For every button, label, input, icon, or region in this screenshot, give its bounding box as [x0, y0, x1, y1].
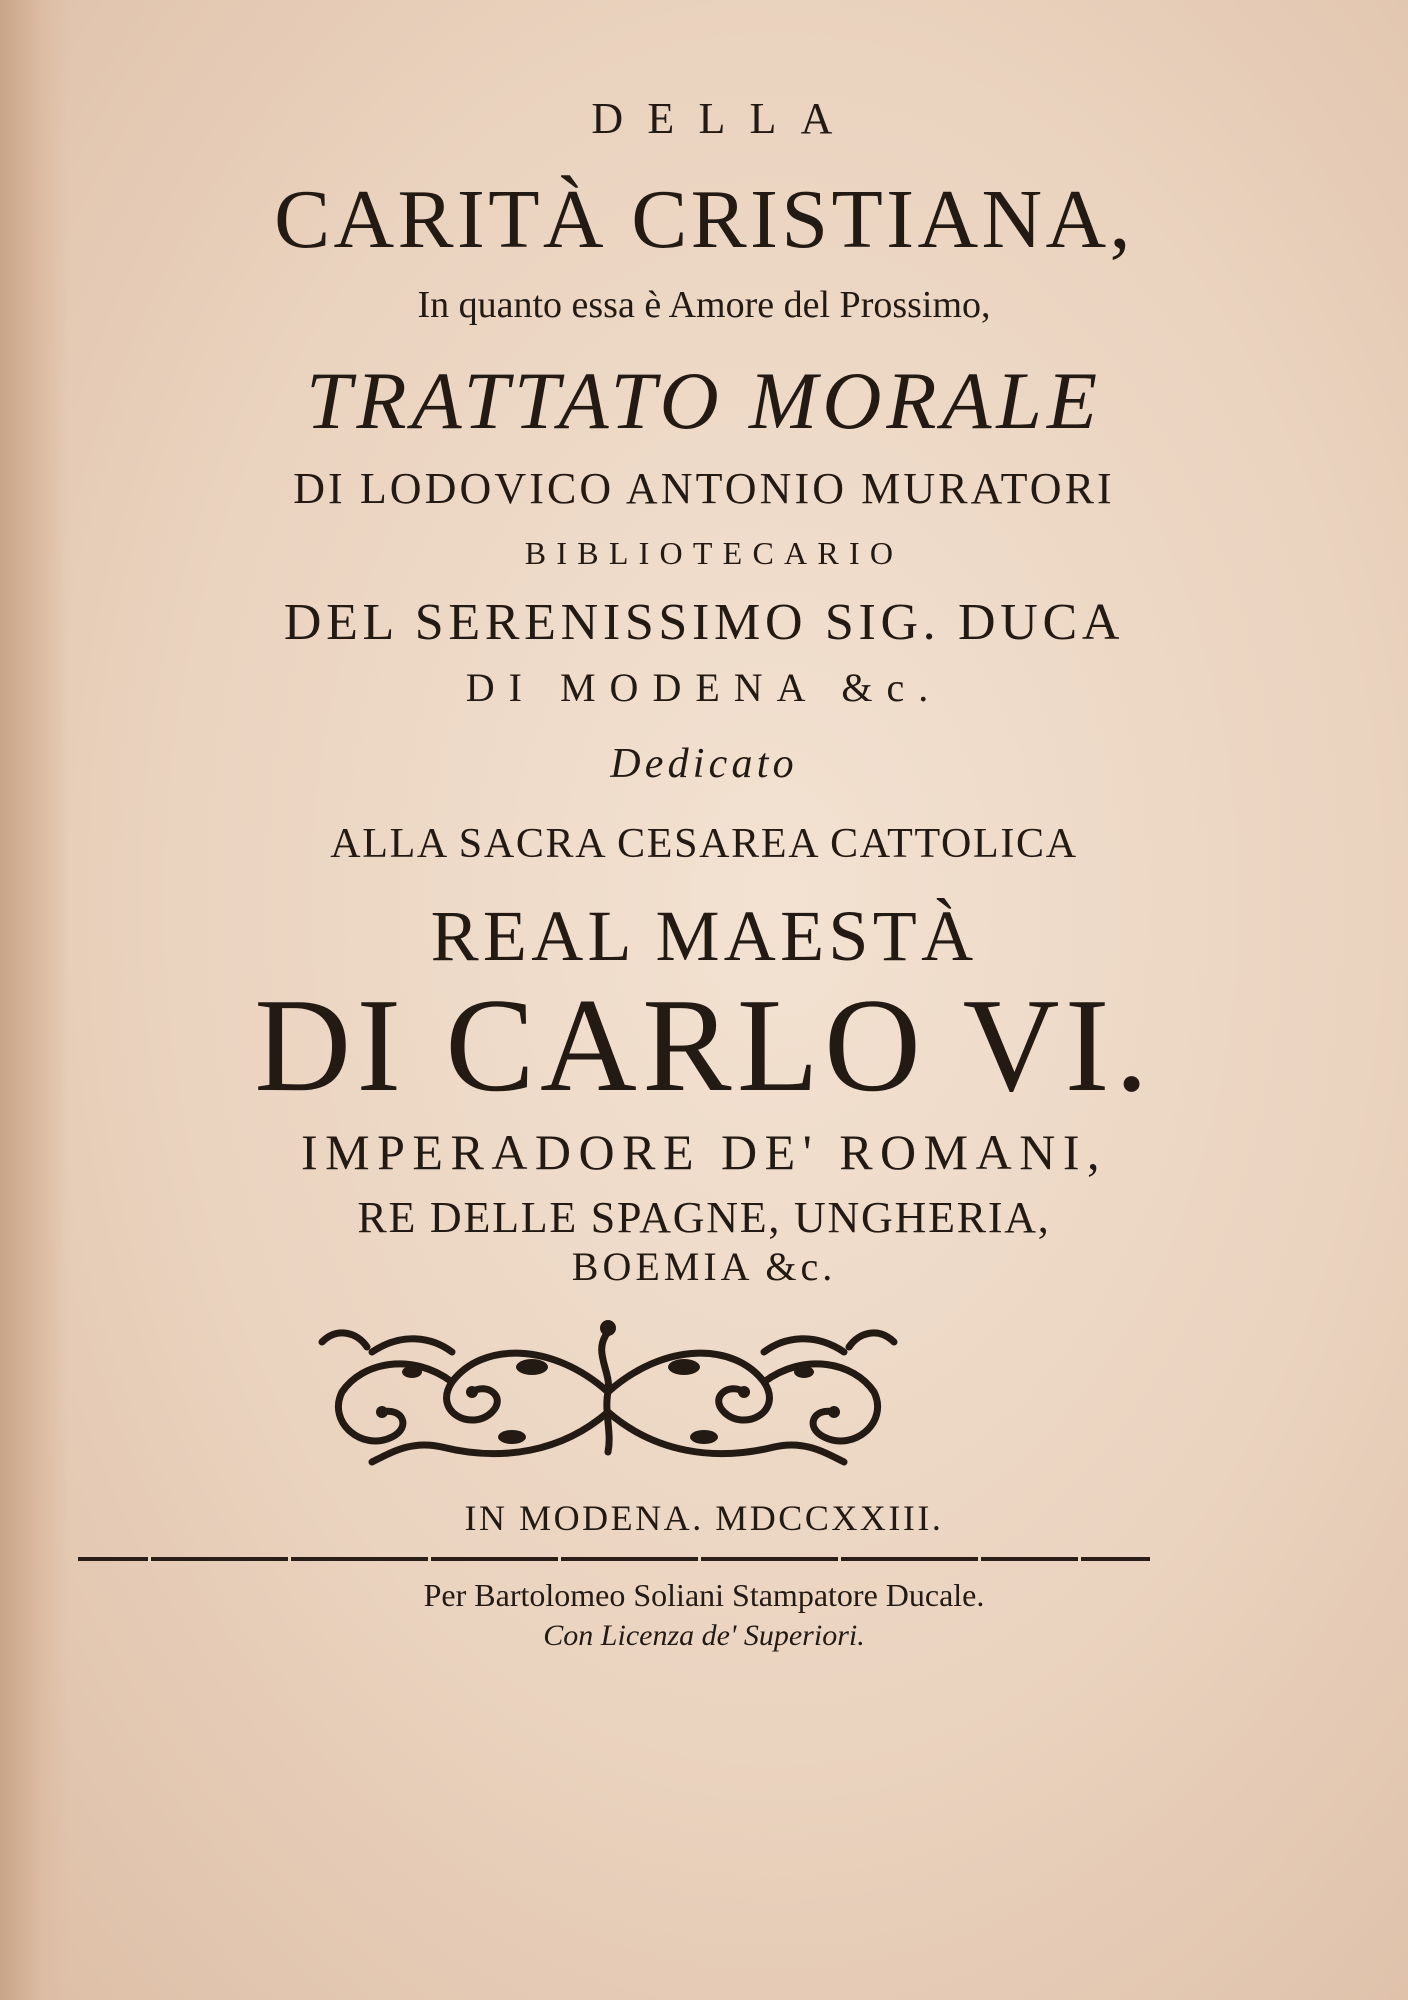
subtitle-in-quanto: In quanto essa è Amore del Prossimo,	[417, 284, 991, 326]
dedicatee-title-line-3: BOEMIA &c.	[571, 1244, 837, 1289]
dedication-line: ALLA SACRA CESAREA CATTOLICA	[330, 821, 1078, 867]
heading-della: DELLA	[591, 94, 857, 143]
dedicatee-title-line-1: IMPERADORE DE' ROMANI,	[301, 1124, 1107, 1180]
imprint-place-date: IN MODENA. MDCCXXIII.	[464, 1498, 944, 1538]
printer-line: Per Bartolomeo Soliani Stampatore Ducale.	[423, 1577, 985, 1613]
author-role-line: BIBLIOTECARIO	[524, 535, 904, 571]
dedication-label: Dedicato	[610, 741, 798, 787]
dedicatee-name: DI CARLO VI.	[254, 971, 1154, 1119]
heading-trattato-morale: TRATTATO MORALE	[306, 355, 1102, 446]
patron-line: DEL SERENISSIMO SIG. DUCA	[283, 594, 1125, 651]
heading-carita-cristiana: CARITÀ CRISTIANA,	[274, 173, 1134, 266]
license-line: Con Licenza de' Superiori.	[543, 1619, 865, 1652]
dedicatee-title: REAL MAESTÀ	[430, 896, 978, 976]
floral-scroll-ornament-icon	[312, 1312, 904, 1470]
author-line: DI LODOVICO ANTONIO MURATORI	[293, 464, 1115, 513]
printer-rule-divider	[78, 1556, 1150, 1562]
dedicatee-title-line-2: RE DELLE SPAGNE, UNGHERIA,	[357, 1193, 1051, 1242]
patron-place-line: DI MODENA &c.	[465, 665, 943, 710]
